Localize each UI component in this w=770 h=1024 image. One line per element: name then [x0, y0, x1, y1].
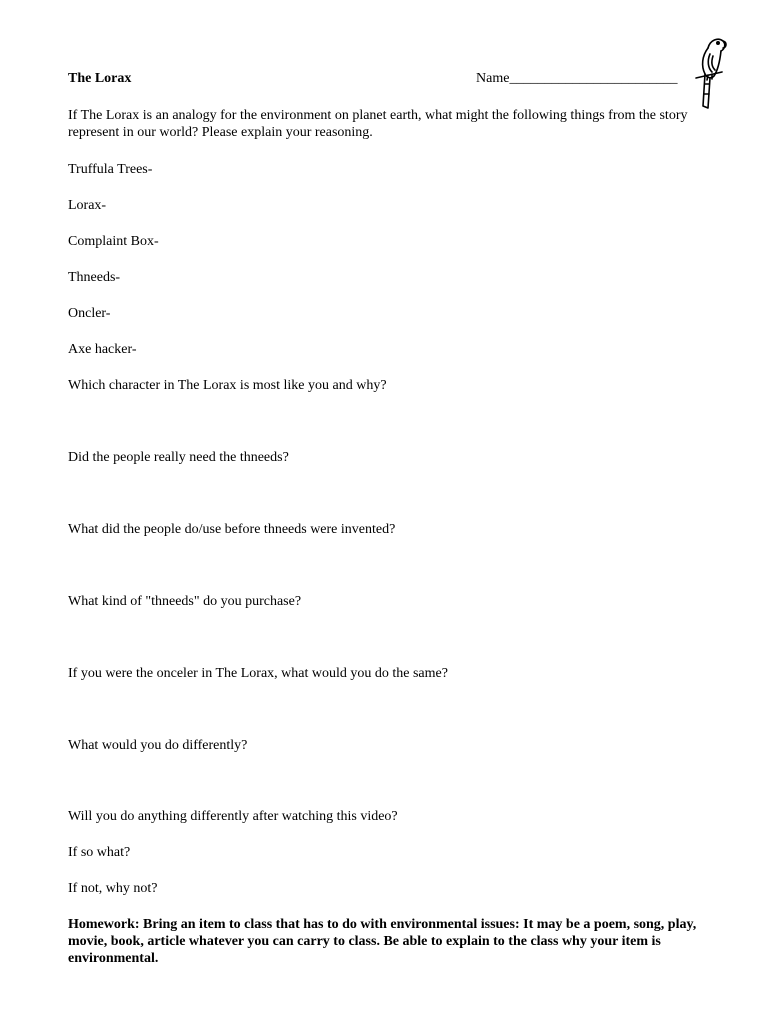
intro-paragraph: If The Lorax is an analogy for the environment on planet earth, what might the following things from the story represent in our world? Please explain your reasoning. — [68, 108, 688, 140]
question-if-so: If so what? — [68, 845, 131, 860]
name-field — [476, 70, 677, 87]
parrot-icon — [688, 34, 728, 110]
term-complaint-box: Complaint Box- — [68, 234, 159, 249]
term-thneeds: Thneeds- — [68, 270, 121, 285]
name-label: Name — [476, 71, 510, 86]
question-after-video: Will you do anything differently after watching this video? — [68, 809, 398, 824]
term-oncler: Oncler- — [68, 306, 111, 321]
question-onceler-same: If you were the onceler in The Lorax, what would you do the same? — [68, 666, 448, 681]
term-axe-hacker: Axe hacker- — [68, 342, 137, 357]
name-blank-line: ________________________ — [509, 71, 678, 86]
question-differently: What would you do differently? — [68, 738, 248, 753]
worksheet-title: The Lorax — [68, 71, 132, 86]
homework-instructions: Homework: Bring an item to class that has to do with environmental issues: It may be a poem, song, play, movie, book, article whatever you can carry to class. Be able to explain to the class why your item is environmental. — [68, 917, 697, 966]
question-need-thneeds: Did the people really need the thneeds? — [68, 450, 289, 465]
question-before-thneeds: What did the people do/use before thneeds were invented? — [68, 522, 396, 537]
question-purchase-thneeds: What kind of "thneeds" do you purchase? — [68, 594, 302, 609]
question-character: Which character in The Lorax is most like you and why? — [68, 378, 387, 393]
question-if-not: If not, why not? — [68, 881, 158, 896]
term-truffula-trees: Truffula Trees- — [68, 162, 153, 177]
term-lorax: Lorax- — [68, 198, 107, 213]
